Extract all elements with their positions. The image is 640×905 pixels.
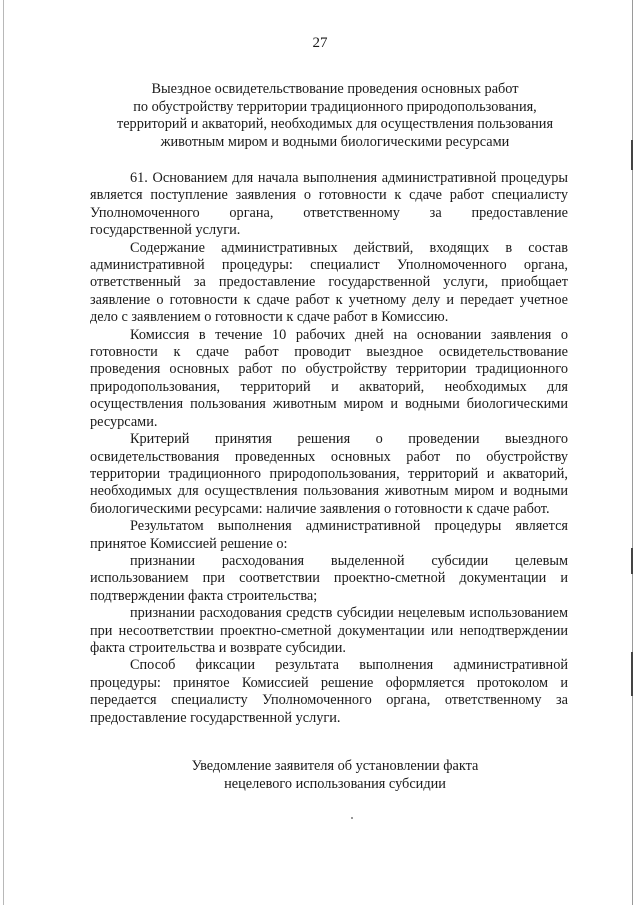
paragraph: 61. Основанием для начала выполнения административной процедуры является поступление заявления о готовности к сдаче работ специалисту Уполномоченного органа, ответственному за предоставление государственной услуги.: [90, 170, 568, 239]
heading-line: по обустройству территории традиционного природопользования,: [133, 98, 537, 115]
heading-line: Уведомление заявителя об установлении факта: [191, 758, 479, 774]
paragraph: признании расходования выделенной субсидии целевым использованием при соответствии проектно-сметной документации и подтверждении факта строительства;: [90, 552, 568, 604]
paragraph: Комиссия в течение 10 рабочих дней на основании заявления о готовности к сдаче работ проводит выездное освидетельствование проведения основных работ по обустройству территории традиционного природопользования, территорий и акваторий, необходимых для осуществления пользования животным миром и водными биологическими ресурсами.: [90, 326, 568, 430]
scan-right-edge: [632, 0, 633, 905]
paragraph: признании расходования средств субсидии нецелевым использованием при несоответствии проектно-сметной документации или неподтверждении факта строительства и возврате субсидии.: [90, 605, 568, 656]
heading-line: нецелевого использования субсидии: [224, 775, 446, 792]
heading-line: Выездное освидетельствование проведения основных работ: [151, 81, 519, 97]
scan-edge-mark: [631, 652, 633, 696]
heading-line: животным миром и водными биологическими ресурсами: [160, 133, 510, 150]
section-heading: [96, 758, 574, 793]
scan-edge-mark: [631, 548, 633, 574]
paragraph: Содержание административных действий, входящих в состав административной процедуры: специалист Уполномоченного органа, ответственный за предоставление государственной услуги, приобщает заявление о готовности к сдаче работ к учетному делу и передает учетное дело с заявлением о готовности к сдаче работ в Комиссию.: [90, 239, 568, 326]
page-number: 27: [312, 35, 328, 51]
paragraph: Критерий принятия решения о проведении выездного освидетельствования проведенных основных работ по обустройству территории традиционного природопользования, территорий и акваторий, необходимых для осуществления пользования животным миром и водными биологическими ресурсами: наличие заявления о готовности к сдаче работ.: [90, 431, 568, 517]
scan-speck: [351, 817, 353, 819]
section-heading: [96, 81, 574, 151]
scan-left-edge: [3, 0, 4, 905]
body-text: [90, 170, 568, 727]
paragraph: Способ фиксации результата выполнения административной процедуры: принятое Комиссией решение оформляется протоколом и передается специалисту Уполномоченного органа, ответственному за предоставление государственной услуги.: [90, 657, 568, 726]
paragraph: Результатом выполнения административной процедуры является принятое Комиссией решение о:: [90, 518, 568, 552]
scan-edge-mark: [631, 140, 633, 170]
heading-line: территорий и акваторий, необходимых для осуществления пользования: [116, 116, 554, 133]
